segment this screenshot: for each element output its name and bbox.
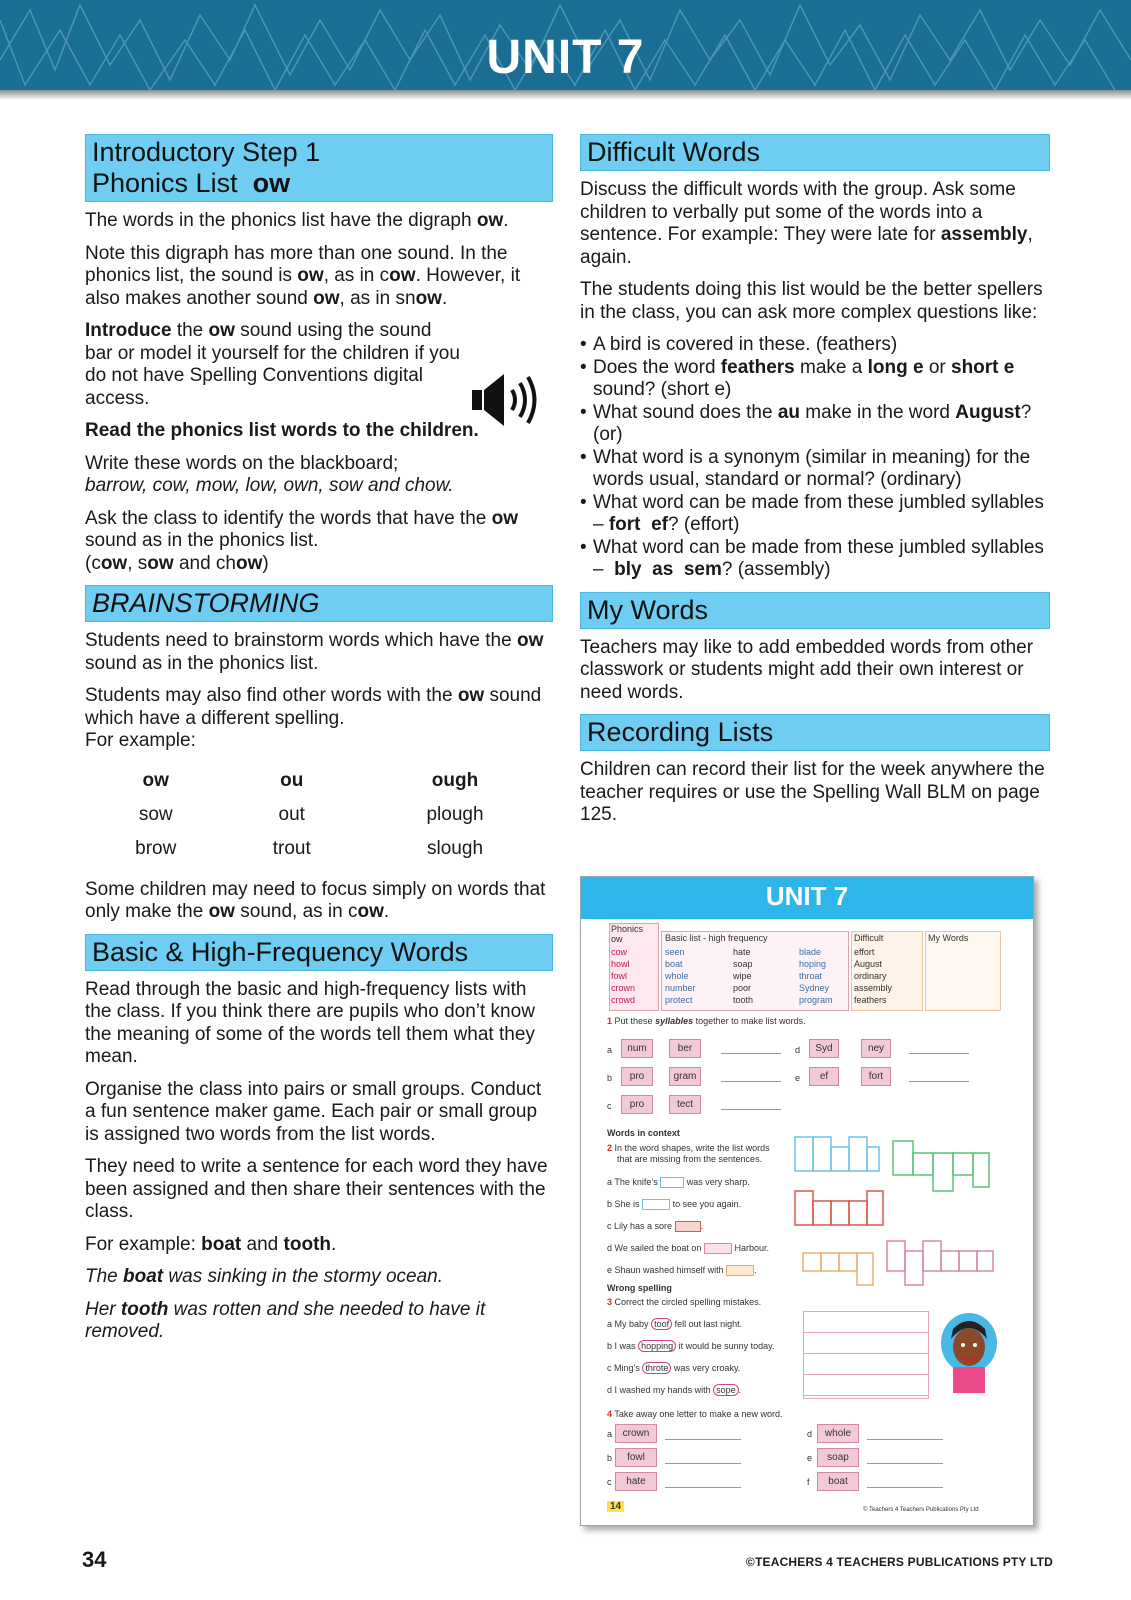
thumb-syllable: pro xyxy=(621,1095,653,1114)
table-header: ow xyxy=(142,770,169,792)
thumb-word: crowd xyxy=(611,995,636,1005)
table-cell: trout xyxy=(272,838,311,860)
thumb-answer-line xyxy=(867,1487,943,1488)
thumb-word: poor xyxy=(733,983,752,993)
speaker-icon[interactable] xyxy=(470,370,540,430)
thumb-word: crown xyxy=(611,983,636,993)
basic-p5: The boat was sinking in the stormy ocean. xyxy=(85,1266,443,1287)
thumb-q2-item: c Lily has a sore . xyxy=(607,1221,704,1231)
difficult-heading: Difficult Words xyxy=(580,134,1050,171)
list-item: • What word can be made from these jumbled syllables – bly as sem? (assembly) xyxy=(580,537,1050,582)
thumb-answer-line xyxy=(867,1439,943,1440)
thumb-letter: e xyxy=(795,1073,801,1083)
thumb-q4: 4 Take away one letter to make a new word. xyxy=(607,1409,783,1419)
intro-p1: The words in the phonics list have the digraph ow. xyxy=(85,210,509,231)
thumb-letter: c xyxy=(607,1477,612,1487)
brainstorm-p3: Some children may need to focus simply on words that only make the ow sound, as in cow. xyxy=(85,878,546,922)
basic-p3: They need to write a sentence for each word they have been assigned and then share their sentences with the class. xyxy=(85,1156,548,1222)
table-row xyxy=(85,799,553,833)
list-item: • What word can be made from these jumbled syllables – fort ef? (effort) xyxy=(580,492,1050,537)
intro-row xyxy=(85,320,553,420)
thumb-syllable: fort xyxy=(861,1067,891,1086)
basic-heading: Basic & High-Frequency Words xyxy=(85,934,553,971)
thumb-q2: 2 In the word shapes, write the list words xyxy=(607,1143,770,1153)
thumb-syllable: gram xyxy=(669,1067,701,1086)
thumb-word: boat xyxy=(665,959,683,969)
unit-banner xyxy=(0,0,1131,90)
thumb-word: August xyxy=(854,959,883,969)
intro-heading-pre: Phonics List xyxy=(92,168,246,198)
intro-heading-bold: ow xyxy=(252,168,291,198)
thumb-letter: e xyxy=(807,1453,813,1463)
thumb-q3-item: c Ming’s throte was very croaky. xyxy=(607,1363,741,1373)
page-number: 34 xyxy=(82,1547,107,1572)
thumb-section-label: Wrong spelling xyxy=(607,1283,672,1293)
spelling-table xyxy=(85,765,553,867)
thumb-word: fowl xyxy=(611,971,628,981)
unit-title: UNIT 7 xyxy=(486,31,645,84)
thumb-word: program xyxy=(799,995,833,1005)
table-cell: slough xyxy=(427,838,484,860)
thumb-word: effort xyxy=(854,947,875,957)
thumb-q2-item: a The knife’s was very sharp. xyxy=(607,1177,750,1187)
brainstorm-p2: Students may also find other words with the ow sound which have a different spelling. For example: xyxy=(85,685,542,751)
thumb-page-number: 14 xyxy=(607,1501,624,1512)
thumb-letter: d xyxy=(795,1045,801,1055)
thumb-word-chip: soap xyxy=(817,1448,859,1467)
thumb-word: tooth xyxy=(733,995,754,1005)
table-header: ough xyxy=(431,770,479,792)
thumb-letter: a xyxy=(607,1045,613,1055)
thumb-q2-item: b She is to see you again. xyxy=(607,1199,742,1209)
thumb-q1: 1 Put these syllables together to make list words. xyxy=(607,1016,806,1026)
mywords-heading: My Words xyxy=(580,592,1050,629)
recording-heading: Recording Lists xyxy=(580,714,1050,751)
thumb-word: ordinary xyxy=(854,971,887,981)
worksheet-thumbnail[interactable] xyxy=(580,876,1034,1526)
thumb-word: seen xyxy=(665,947,685,957)
thumb-answer-line xyxy=(665,1439,741,1440)
basic-p4: For example: boat and tooth. xyxy=(85,1233,337,1255)
basic-p2: Organise the class into pairs or small groups. Conduct a fun sentence maker game. Each pair or small group is assigned two words from the list words. xyxy=(85,1078,542,1145)
thumb-phonics-label: Phonics xyxy=(611,924,644,934)
copyright: ©TEACHERS 4 TEACHERS PUBLICATIONS PTY LTD xyxy=(745,1555,1053,1569)
question-list xyxy=(580,334,1050,582)
thumb-answer-line xyxy=(665,1463,741,1464)
right-column xyxy=(580,134,1050,837)
thumb-word: number xyxy=(665,983,696,993)
thumb-q3-item: a My baby toof fell out last night. xyxy=(607,1319,743,1329)
thumb-word: throat xyxy=(799,971,823,981)
intro-p3: Introduce the ow sound using the sound bar or model it yourself for the children if you do not have Spelling Conventions digital access. xyxy=(85,320,460,409)
list-item: • What sound does the au make in the word August? (or) xyxy=(580,402,1050,447)
brainstorm-heading: BRAINSTORMING xyxy=(85,585,553,622)
thumb-word-shapes xyxy=(791,1133,1011,1303)
list-item: • Does the word feathers make a long e or short e sound? (short e) xyxy=(580,357,1050,402)
thumb-answer-line xyxy=(721,1053,781,1054)
brainstorm-p1: Students need to brainstorm words which have the ow sound as in the phonics list. xyxy=(85,630,544,674)
thumb-q3-item: b I was hopping it would be sunny today. xyxy=(607,1341,775,1351)
thumb-q2-line2: that are missing from the sentences. xyxy=(617,1154,763,1164)
table-cell: sow xyxy=(138,804,173,826)
intro-p5: Write these words on the blackboard; barrow, cow, mow, low, own, sow and chow. xyxy=(85,452,454,496)
basic-p6: Her tooth was rotten and she needed to have it removed. xyxy=(85,1298,486,1342)
thumb-word: soap xyxy=(733,959,753,969)
table-header: ou xyxy=(280,770,304,792)
thumb-mywords-label: My Words xyxy=(928,933,969,943)
thumb-q2-item: d We sailed the boat on Harbour. xyxy=(607,1243,769,1253)
thumb-letter: d xyxy=(807,1429,813,1439)
table-cell: brow xyxy=(135,838,177,860)
thumb-answer-line xyxy=(721,1081,781,1082)
thumb-q3-item: d I washed my hands with sope . xyxy=(607,1385,742,1395)
thumb-letter: b xyxy=(607,1453,613,1463)
thumb-title: UNIT 7 xyxy=(765,881,849,911)
thumb-word-chip: boat xyxy=(817,1472,859,1491)
table-row xyxy=(85,833,553,867)
intro-heading-line1: Introductory Step 1 xyxy=(92,137,321,167)
thumb-word: howl xyxy=(611,959,630,969)
thumb-letter: c xyxy=(607,1101,612,1111)
thumb-syllable: Syd xyxy=(809,1039,839,1058)
thumb-letter: f xyxy=(807,1477,810,1487)
intro-heading xyxy=(85,134,553,202)
thumb-answer-line xyxy=(665,1487,741,1488)
thumb-copyright: © Teachers 4 Teachers Publications Pty Ltd xyxy=(863,1507,979,1513)
thumb-banner xyxy=(581,877,1033,919)
intro-p4: Read the phonics list words to the children. xyxy=(85,420,479,441)
table-cell: out xyxy=(278,804,305,826)
thumb-q2-item: e Shaun washed himself with . xyxy=(607,1265,757,1275)
thumb-word: hate xyxy=(733,947,751,957)
thumb-letter: a xyxy=(607,1429,613,1439)
difficult-p1: Discuss the difficult words with the group. Ask some children to verbally put some of the words into a sentence. For example: They were late for assembly, again. xyxy=(580,179,1033,268)
thumb-syllable: ef xyxy=(809,1067,839,1086)
thumb-word: cow xyxy=(611,947,628,957)
thumb-word: feathers xyxy=(854,995,887,1005)
intro-heading-line2 xyxy=(92,168,546,199)
thumb-word-chip: fowl xyxy=(615,1448,657,1467)
thumb-syllable: ber xyxy=(669,1039,701,1058)
thumb-answer-line xyxy=(909,1053,969,1054)
mywords-p1: Teachers may like to add embedded words from other classwork or students might add their own interest or need words. xyxy=(580,636,1034,703)
basic-p1: Read through the basic and high-frequency lists with the class. If you think there are pupils who don’t know the meaning of some of the words tell them what they mean. xyxy=(85,978,535,1067)
recording-p1: Children can record their list for the week anywhere the teacher requires or use the Spelling Wall BLM on page 125. xyxy=(580,759,1045,825)
difficult-p2: The students doing this list would be the better spellers in the class, you can ask more complex questions like: xyxy=(580,279,1043,323)
thumb-word-chip: whole xyxy=(817,1424,859,1443)
thumb-word: assembly xyxy=(854,983,893,993)
thumb-word: blade xyxy=(799,947,822,957)
left-column xyxy=(85,134,553,1354)
intro-p6: Ask the class to identify the words that have the ow sound as in the phonics list. (cow, sow and chow) xyxy=(85,507,518,574)
thumb-basic-label: Basic list - high frequency xyxy=(665,933,768,943)
thumb-syllable: num xyxy=(621,1039,653,1058)
thumb-answer-line xyxy=(867,1463,943,1464)
thumb-word-chip: crown xyxy=(615,1424,657,1443)
intro-p2: Note this digraph has more than one sound. In the phonics list, the sound is ow, as in cow. However, it also makes another sound ow, as in snow. xyxy=(85,242,521,309)
table-header-row xyxy=(85,765,553,799)
list-item: • What word is a synonym (similar in meaning) for the words usual, standard or normal? (ordinary) xyxy=(580,447,1050,492)
thumb-difficult-label: Difficult xyxy=(854,933,884,943)
thumb-syllable: tect xyxy=(669,1095,701,1114)
thumb-word: hoping xyxy=(799,959,827,969)
table-cell: plough xyxy=(426,804,484,826)
thumb-letter: b xyxy=(607,1073,613,1083)
banner-shadow xyxy=(0,90,1131,100)
thumb-syllable: ney xyxy=(861,1039,891,1058)
thumb-answer-line xyxy=(909,1081,969,1082)
thumb-word: Sydney xyxy=(799,983,830,993)
thumb-word: wipe xyxy=(733,971,752,981)
list-item: • A bird is covered in these. (feathers) xyxy=(580,334,1050,357)
child-illustration-icon xyxy=(937,1309,1001,1395)
thumb-word-chip: hate xyxy=(615,1472,657,1491)
thumb-q3: 3 Correct the circled spelling mistakes. xyxy=(607,1297,762,1307)
thumb-word: protect xyxy=(665,995,693,1005)
thumb-section-label: Words in context xyxy=(607,1128,680,1138)
thumb-answer-line xyxy=(721,1109,781,1110)
thumb-syllable: pro xyxy=(621,1067,653,1086)
thumb-word: whole xyxy=(665,971,689,981)
thumb-phonics-sub: ow xyxy=(611,934,623,944)
thumb-answer-box xyxy=(803,1311,929,1399)
